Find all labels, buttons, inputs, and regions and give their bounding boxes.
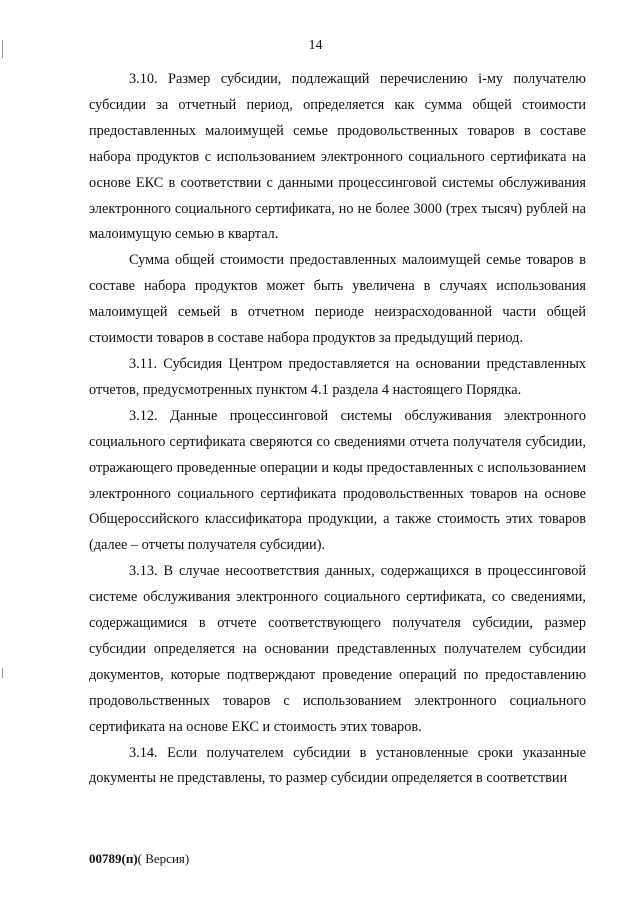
paragraph-3-10: 3.10. Размер субсидии, подлежащий перечислению i-му получателю субсидии за отчетный период, определяется как сумма общей стоимости предоставленных малоимущей семье продовольственных товаров в составе набора продуктов с использованием электронного социального сертификата на основе ЕКС в соответствии с данными процессинговой системы обслуживания электронного социального сертификата, но не более 3000 (трех тысяч) рублей на малоимущую семью в квартал. [89,71,586,243]
paragraph-3-11: 3.11. Субсидия Центром предоставляется на основании представленных отчетов, предусмотренных пунктом 4.1 раздела 4 настоящего Порядка. [89,355,586,398]
paragraph-3-13: 3.13. В случае несоответствия данных, содержащихся в процессинговой системе обслуживания электронного социального сертификата, со сведениями, содержащимися в отчете соответствующего получателя субсидии, размер субсидии определяется на основании представленных получателем субсидии документов, которые подтверждают проведение операций по предоставлению продовольственных товаров с использованием электронного социального сертификата на основе ЕКС и стоимость этих товаров. [89,563,586,735]
document-version: ( Версия) [137,851,190,866]
paragraph-3-12: 3.12. Данные процессинговой системы обслуживания электронного социального сертификата сверяются со сведениями отчета получателя субсидии, отражающего проведенные операции и коды предоставленных с использованием электронного социального сертификата продовольственных товаров на основе Общероссийского классификатора продукции, а также стоимость этих товаров (далее – отчеты получателя субсидии). [89,407,586,554]
document-footer [89,851,189,867]
page-number: 14 [308,38,323,53]
paragraph-3-14: 3.14. Если получателем субсидии в установленные сроки указанные документы не представлены, то размер субсидии определяется в соответствии [89,744,586,787]
scan-edge-mark [2,668,3,678]
paragraph-subsidy-sum: Сумма общей стоимости предоставленных малоимущей семье товаров в составе набора продуктов может быть увеличена в случаях использования малоимущей семьей в отчетном периоде неизрасходованной части общей стоимости товаров в составе набора продуктов за предыдущий период. [89,252,586,347]
document-code: 00789(п) [89,851,138,866]
document-body [89,67,586,792]
